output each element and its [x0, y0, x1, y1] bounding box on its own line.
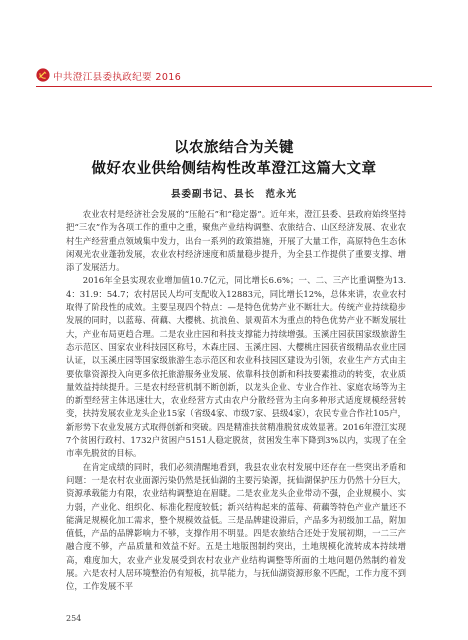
header-divider [36, 86, 432, 87]
article-title-line-2: 做好农业供给侧结构性改革澄江这篇大文章 [91, 161, 377, 177]
paragraph: 2016年全县实现农业增加值10.7亿元，同比增长6.6%；一、二、三产比重调整为13.4：31.9：54.7；农村居民人均可支配收入12883元，同比增长12%，总体来讲，农业农村取得了阶段性的成效。主要呈现四个特点：—是特色优势产业不断壮大。传统产业持续稳步发展的同时，以蓝莓、荷藕、大樱桃、抗浪鱼、景观苗木为重点的特色优势产业不断发展壮大，产业布局更趋合理。二是农业庄园和科技支撑能力持续增强。玉溪庄园获国家级旅游生态示范区、国家农业科技园区称号，木森庄园、玉溪庄园、大樱桃庄园获省级精品农业庄园认证，以玉溪庄园等国家级旅游生态示范区和农业科技园区建设为引领，农业生产方式由主要依靠资源投入向更多依托旅游服务业发展、依靠科技创新和科技要素推动的转变，农业质量效益持续提升。三是农村经营机制不断创新，以龙头企业、专业合作社、家庭农场等为主的新型经营主体迅速壮大，农业经营方式由农户分散经营为主向多种形式适度规模经营转变，扶持发展农业龙头企业15家（省级4家、市级7家、县级4家），农民专业合作社105户，新形势下农业发展方式取得创新和突破。四是精准扶贫精准脱贫成效显著。2016年澄江实现7个贫困行政村、1732户贫困户5151人稳定脱贫，贫困发生率下降到3%以内，实现了在全市率先脱贫的目标。 [66, 275, 406, 459]
paragraph: 农业农村是经济社会发展的“压舱石”和“稳定器”。近年来，澄江县委、县政府始终坚持把“三农”作为各项工作的重中之重，聚焦产业结构调整、农旅结合、山区经济发展、农业农村生产经营重点领域集中发力，出台一系列的政策措施，开展了大量工作，高原特色生态休闲观光农业蓬勃发展，农业农村经济速度和质量稳步提升，为全县工作提供了重要支撑、增添了发展活力。 [66, 209, 406, 273]
article-body [66, 208, 406, 594]
paragraph: 在肯定成绩的同时，我们必须清醒地看到，我县农业农村发展中还存在一些突出矛盾和问题：一是农村农业面源污染仍然是抚仙湖的主要污染源，抚仙湖保护压力仍然十分巨大，资源承载能力有限，农业结构调整迫在眉睫。二是农业龙头企业带动不强，企业规模小、实力弱，产业化、组织化、标准化程度较低；新兴结构起来的蓝莓、荷藕等特色产业产量还不能满足规模化加工需求，整个规模效益低。三是品牌建设滞后，产品多为初级加工品，附加值低，产品的品牌影响力不够，支撑作用不明显。四是农旅结合还处于发展初期，一二三产融合度不够，产品质量和效益不好。五是土地版图制约突出，土地规模化流转成本持续增高，难度加大，农业产业发展受到农村农业产业结构调整等所面的土地问题仍然制约着发展。六是农村人居环境整治仍有短板，抗旱能力，与抚仙湖资源形象不匹配，工作力度不到位，工作发展不平 [66, 461, 406, 592]
article-author: 县委副书记、县长 范永光 [170, 189, 297, 200]
article-title-line-1: 以农旅结合为关键 [174, 140, 294, 156]
party-emblem-icon [36, 68, 50, 82]
page-number: 254 [66, 614, 82, 623]
running-header [36, 68, 432, 84]
header-title: 中共澄江县委执政纪要 2016 [53, 72, 182, 83]
